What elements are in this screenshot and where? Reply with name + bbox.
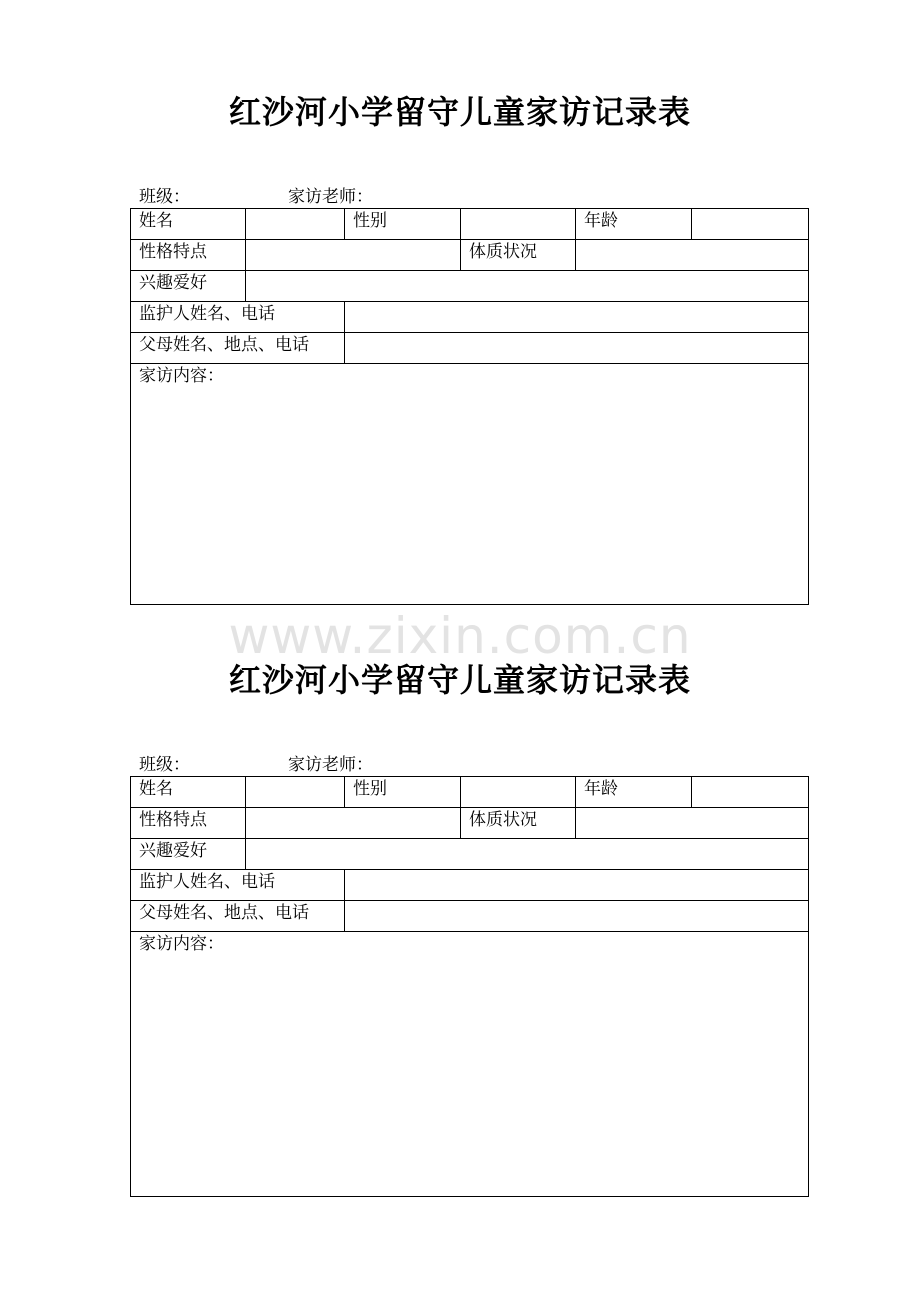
class-label: 班级： — [139, 755, 190, 775]
watermark: www.zixin.com.cn — [228, 607, 692, 665]
hobby-field[interactable] — [246, 271, 809, 302]
teacher-label: 家访老师： — [288, 187, 373, 207]
gender-label: 性别 — [345, 777, 461, 808]
visit-record-table — [130, 208, 809, 605]
visit-content-label: 家访内容： — [139, 934, 224, 954]
personality-field[interactable] — [246, 240, 461, 271]
form-title: 红沙河小学留守儿童家访记录表 — [228, 93, 691, 131]
name-label: 姓名 — [131, 209, 246, 240]
age-field[interactable] — [692, 777, 809, 808]
hobby-label: 兴趣爱好 — [131, 839, 246, 870]
table-row — [131, 240, 809, 271]
gender-field[interactable] — [461, 777, 576, 808]
visit-content-label: 家访内容： — [139, 366, 224, 386]
visit-content-field[interactable] — [131, 932, 809, 1197]
hobby-field[interactable] — [246, 839, 809, 870]
personality-label: 性格特点 — [131, 240, 246, 271]
name-field[interactable] — [246, 209, 345, 240]
name-field[interactable] — [246, 777, 345, 808]
table-row — [131, 808, 809, 839]
table-row — [131, 364, 809, 605]
table-row — [131, 870, 809, 901]
health-label: 体质状况 — [461, 808, 576, 839]
gender-field[interactable] — [461, 209, 576, 240]
parents-label: 父母姓名、地点、电话 — [131, 333, 345, 364]
visit-record-table — [130, 776, 809, 1197]
parents-field[interactable] — [345, 901, 809, 932]
gender-label: 性别 — [345, 209, 461, 240]
age-field[interactable] — [692, 209, 809, 240]
table-row — [131, 932, 809, 1197]
guardian-label: 监护人姓名、电话 — [131, 870, 345, 901]
guardian-field[interactable] — [345, 302, 809, 333]
health-field[interactable] — [576, 240, 809, 271]
age-label: 年龄 — [576, 777, 692, 808]
table-row — [131, 839, 809, 870]
personality-label: 性格特点 — [131, 808, 246, 839]
table-row — [131, 901, 809, 932]
form-title: 红沙河小学留守儿童家访记录表 — [228, 661, 691, 699]
personality-field[interactable] — [246, 808, 461, 839]
hobby-label: 兴趣爱好 — [131, 271, 246, 302]
table-row — [131, 333, 809, 364]
health-label: 体质状况 — [461, 240, 576, 271]
age-label: 年龄 — [576, 209, 692, 240]
table-row — [131, 271, 809, 302]
name-label: 姓名 — [131, 777, 246, 808]
visit-content-field[interactable] — [131, 364, 809, 605]
table-row — [131, 777, 809, 808]
parents-field[interactable] — [345, 333, 809, 364]
guardian-label: 监护人姓名、电话 — [131, 302, 345, 333]
parents-label: 父母姓名、地点、电话 — [131, 901, 345, 932]
table-row — [131, 209, 809, 240]
health-field[interactable] — [576, 808, 809, 839]
guardian-field[interactable] — [345, 870, 809, 901]
teacher-label: 家访老师： — [288, 755, 373, 775]
table-row — [131, 302, 809, 333]
class-label: 班级： — [139, 187, 190, 207]
